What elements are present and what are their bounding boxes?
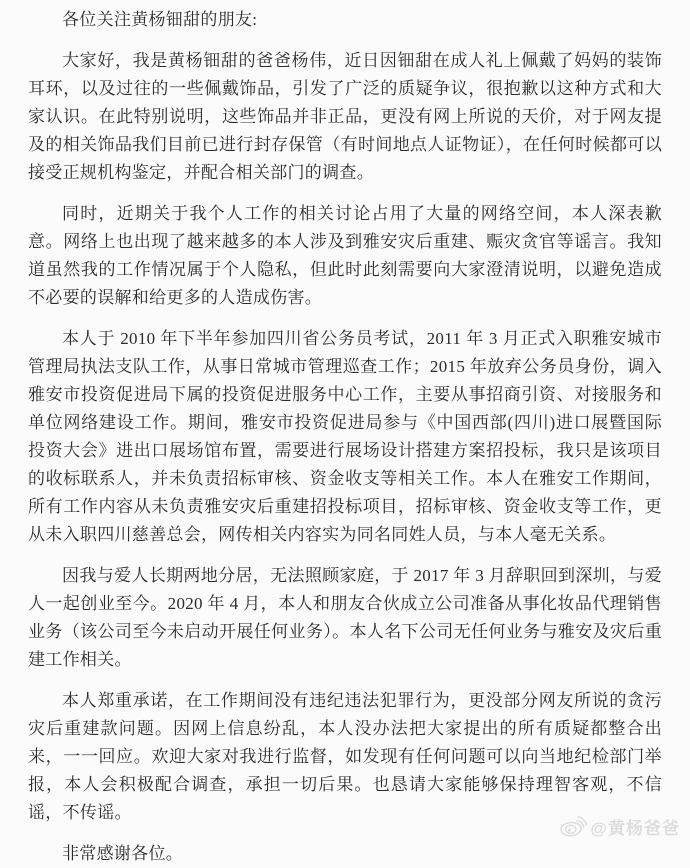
paragraph-work-history: 本人于 2010 年下半年参加四川省公务员考试，2011 年 3 月正式入职雅安城市管理局执法支队工作，从事日常城市管理巡查工作；2015 年放弃公务员身份，调入雅安市投资促进局下属的投资促进服务中心工作，主要从事招商引资、对接服务和单位网络建设工作。期间，雅安市投资促进局参与《中国西部(四川)进口展暨国际投资大会》进出口展场馆布置，需要进行展场设计搭建方案招投标，我只是该项目的收标联系人，并未负责招标审核、资金收支等相关工作。本人在雅安工作期间，所有工作内容从未负责雅安灾后重建招投标项目，招标审核、资金收支等工作，更从未入职四川慈善总会，网传相关内容实为同名同姓人员，与本人毫无关系。 (28, 329, 662, 544)
paragraph-jewelry-clarification: 大家好，我是黄杨钿甜的爸爸杨伟，近日因钿甜在成人礼上佩戴了妈妈的装饰耳环，以及过往的一些佩戴饰品，引发了广泛的质疑争议，很抱歉以这种方式和大家认识。在此特别说明，这些饰品并非正品，更没有网上所说的天价，对于网友提及的相关饰品我们目前已进行封存保管（有时间地点人证物证），在任何时候都可以接受正规机构鉴定，并配合相关部门的调查。 (28, 51, 662, 182)
paragraph-rumor-apology: 同时，近期关于我个人工作的相关讨论占用了大量的网络空间，本人深表歉意。网络上也出现了越来越多的本人涉及到雅安灾后重建、赈灾贪官等谣言。我知道虽然我的工作情况属于个人隐私，但此时此刻需要向大家澄清说明，以避免造成不必要的误解和给更多的人造成伤害。 (28, 204, 662, 307)
paragraph-pledge: 本人郑重承诺，在工作期间没有违纪违法犯罪行为，更没部分网友所说的贪污灾后重建款问题。因网上信息纷乱，本人没办法把大家提出的所有质疑都整合出来，一一回应。欢迎大家对我进行监督，如发现有任何问题可以向当地纪检部门举报，本人会积极配合调查，承担一切后果。也恳请大家能够保持理智客观，不信谣，不传谣。 (28, 691, 662, 822)
closing-thanks: 非常感谢各位。 (62, 844, 184, 863)
weibo-icon (559, 815, 587, 839)
watermark (559, 814, 680, 839)
paragraph-resignation-business: 因我与爱人长期两地分居，无法照顾家庭，于 2017 年 3 月辞职回到深圳，与爱人一起创业至今。2020 年 4 月，本人和朋友合伙成立公司准备从事化妆品代理销售业务（该公司至今未启动开展任何业务）。本人名下公司无任何业务与雅安及灾后重建工作相关。 (28, 566, 662, 669)
salutation: 各位关注黄杨钿甜的朋友: (62, 10, 258, 29)
watermark-text: @黄杨爸爸 (590, 819, 680, 838)
